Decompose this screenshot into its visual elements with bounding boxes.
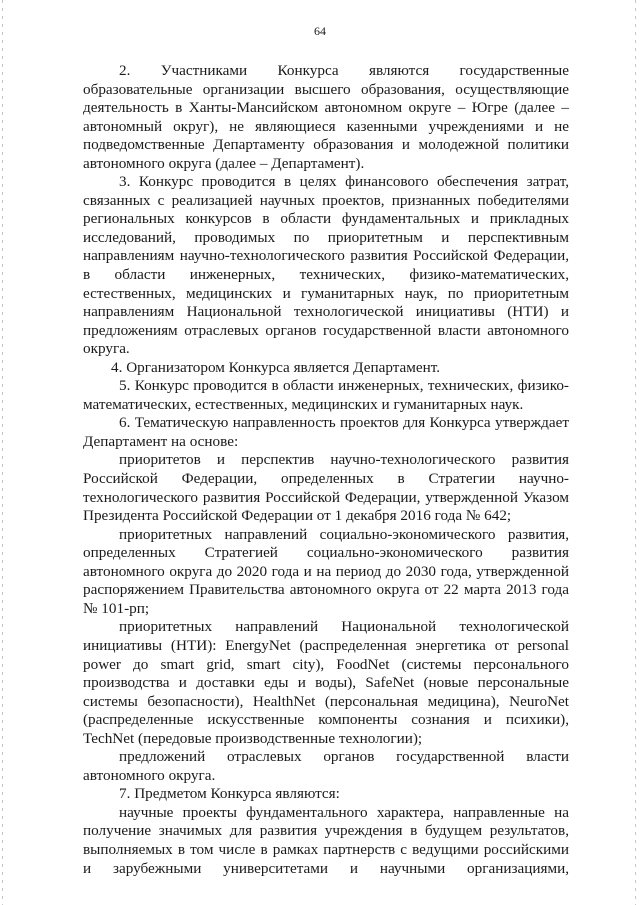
document-body — [83, 62, 569, 878]
paragraph-nti-priorities: приоритетных направлений Национальной технологической инициативы (НТИ): EnergyNet (распределенная энергетика от personal power до smart grid, smart city), FoodNet (системы персонального производства и доставки еды и воды), SafeNet (новые персональные системы безопасности), HealthNet (персональная медицина), NeuroNet (распределенные искусственные компоненты сознания и психики), TechNet (передовые производственные технологии); — [83, 618, 569, 747]
paragraph-fields: 5. Конкурс проводится в области инженерных, технических, физико-математических, естественных, медицинских и гуманитарных наук. — [83, 377, 569, 413]
paragraph-subject-heading: 7. Предметом Конкурса являются: — [119, 785, 340, 803]
paragraph-participants: 2. Участниками Конкурса являются государственные образовательные организации высшего образования, осуществляющие деятельность в Ханты-Мансийском автономном округе – Югре (далее – автономный округ), не являющиеся казенными учреждениями и не подведомственные Департаменту образования и молодежной политики автономного округа (далее – Департамент). — [83, 62, 569, 172]
paragraph-sector-proposals: предложений отраслевых органов государственной власти автономного округа. — [83, 748, 569, 784]
scan-edge-right — [635, 0, 636, 905]
paragraph-strategy-priorities: приоритетов и перспектив научно-технологического развития Российской Федерации, определенных в Стратегии научно-технологического развития Российской Федерации, утвержденной Указом Президента Российской Федерации от 1 декабря 2016 года № 642; — [83, 451, 569, 525]
paragraph-purpose: 3. Конкурс проводится в целях финансового обеспечения затрат, связанных с реализацией научных проектов, признанных победителями региональных конкурсов в области фундаментальных и прикладных исследований, проводимых по приоритетным и перспективным направлениям научно-технологического развития Российской Федерации, в области инженерных, технических, физико-математических, естественных, медицинских и гуманитарных наук, по приоритетным направлениям Национальной технологической инициативы (НТИ) и предложениям отраслевых органов государственной власти автономного округа. — [83, 173, 569, 358]
paragraph-socioeconomic-priorities: приоритетных направлений социально-экономического развития, определенных Стратегией социально-экономического развития автономного округа до 2020 года и на период до 2030 года, утвержденной распоряжением Правительства автономного округа от 22 марта 2013 года № 101-рп; — [83, 525, 569, 617]
paragraph-research-projects: научные проекты фундаментального характера, направленные на получение значимых для развития учреждения в будущем результатов, выполняемых в том числе в рамках партнерств с ведущими российскими и зарубежными университетами и научными организациями, — [83, 803, 569, 877]
scan-edge-left — [2, 0, 3, 905]
paragraph-organizer: 4. Организатором Конкурса является Департамент. — [111, 358, 441, 376]
page-number: 64 — [314, 24, 326, 38]
paragraph-thematic-basis: 6. Тематическую направленность проектов для Конкурса утверждает Департамент на основе: — [83, 414, 569, 450]
